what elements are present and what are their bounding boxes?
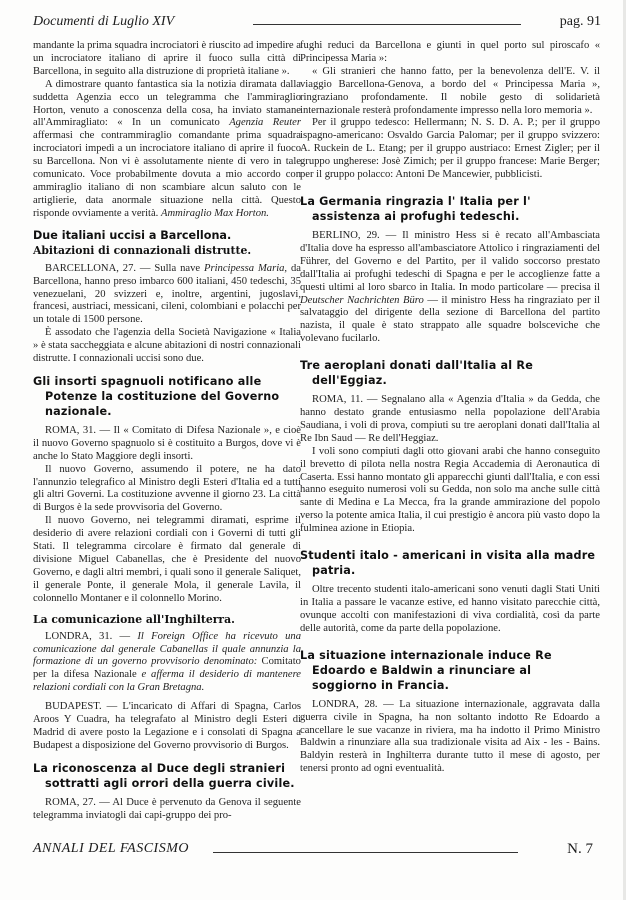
header-rule — [253, 24, 521, 25]
issue-number: N. 7 — [567, 841, 593, 857]
publication-title: ANNALI DEL FASCISMO — [33, 841, 189, 856]
section-heading: La comunicazione all'Inghilterra. — [33, 612, 235, 626]
paragraph: Il nuovo Governo, nei telegrammi diramati, esprime il desiderio di avere relazioni cordiali con i Governi di tutti gli Stati. Il telegramma circolare è firmato dal generale di divisione Miguel Cabanellas, che è Presidente del nuovo Governo, e dagli altri membri, i quali sono il generale Saliquet, il generale Ponte, il generale Mola, il generale Lavila, il colonnello Montaner e il colonnello Morino. — [33, 515, 302, 604]
paragraph: Il nuovo Governo, assumendo il potere, ne ha dato l'annunzio telegrafico al Ministro degli Esteri d'Italia ed a tutti gli altri Governi. La costituzione avvenne il giorno 23. La città di Burgos è la sede provvisoria del Governo. — [33, 463, 301, 514]
paragraph: Per il gruppo tedesco: Hellermann; N. S. D. A. P.; per il gruppo ispagno-americano: Osvaldo Garcia Palomar; per il gruppo svizzero: A. Ruckein de L. Etang; per il gruppo austriaco: Ernest Zigler; per il gruppo ungherese: Josè Zimich; per il gruppo francese: Marie Berger; per il gruppo polacco: Antoni De Mancewier, pubblicisti. — [300, 117, 600, 181]
section-heading: Studenti italo - americani in visita alla madre patria. — [300, 549, 596, 578]
paragraph: BARCELLONA, 27. — Sulla nave Principessa Maria, da Barcellona, hanno preso imbarco 600 italiani, 450 tedeschi, 35 venezuelani, 20 svizzeri e, inoltre, argentini, jugoslavi, francesi, austriaci, messicani, cileni, colombiani e polacchi per un totale di 1500 persone. — [33, 262, 301, 326]
page-footer — [33, 841, 601, 863]
paragraph: LONDRA, 31. — Il Foreign Office ha ricevuto una comunicazione dal generale Cabanellas il quale annunzia la formazione di un governo provvisorio denominato: Comitato per la difesa Nazionale e afferma il desiderio di mantenere relazioni cordiali con la Gran Bretagna. — [33, 630, 301, 694]
paragraph: ROMA, 31. — Il « Comitato di Difesa Nazionale », e cioè il nuovo Governo spagnuolo si è costituito a Burgos, dove vi è anche lo Stato Maggiore degli insorti. — [33, 424, 301, 462]
paragraph: ROMA, 27. — Al Duce è pervenuto da Genova il seguente telegramma inviatogli dai capi-gruppo dei pro- — [33, 796, 301, 821]
paragraph: BUDAPEST. — L'incaricato di Affari di Spagna, Carlos Aroos Y Cuadra, ha telegrafato al Ministro degli Esteri di Madrid di avere posto la Legazione e i consolati di Spagna a Budapest a disposizione del Governo provvisorio di Burgos. — [33, 701, 301, 751]
paragraph: « Gli stranieri che hanno fatto, per la benevolenza dell'E. V. il viaggio Barcellona-Genova, a bordo del « Principessa Maria », ringraziano profondamente. Il nobile gesto di solidarietà internazionale resterà profondamente impresso nella loro memoria ». — [300, 65, 600, 116]
left-column — [33, 40, 301, 823]
paragraph: ROMA, 11. — Segnalano alla « Agenzia d'Italia » da Gedda, che hanno destato grande entusiasmo nella popolazione dell'Arabia Saudiana, i voli di prova, compiuti su tre aeroplani donati dall'Italia al Re Ibn Saud — Re dell'Heggiaz. — [300, 394, 600, 444]
right-column — [300, 40, 600, 776]
paragraph: I voli sono compiuti dagli otto giovani arabi che hanno conseguito il brevetto di pilota nella nostra Regia Accademia di Aeronautica di Caserta. Essi hanno montato gli apparecchi giunti dall'Italia, e con essi hanno eseguito numerosi voli su Gedda, non solo ma anche sulle città sante di Medina e La Mecca, fra la grande ammirazione del popolo verso la potente amica Italia, il cui prestigio è ancora più vasto dopo la fulminea azione in Etiopia. — [300, 445, 600, 535]
paragraph: mandante la prima squadra incrociatori è riuscito ad impedire a un incrociatore italiano di aprire il fuoco sulla città di Barcellona, in seguito alla distruzione di proprietà italiane ». — [33, 40, 301, 77]
paragraph: Oltre trecento studenti italo-americani sono venuti dagli Stati Uniti in Italia a passare le vacanze estive, ed hanno visitato parecchie città, ovunque accolti con manifestazioni di viva cordialità, così da parte delle autorità, come da parte della popolazione. — [300, 584, 600, 634]
running-head — [33, 14, 601, 34]
section-subheading: Abitazioni di connazionali distrutte. — [33, 243, 252, 257]
section-heading: La riconoscenza al Duce degli stranieri sottratti agli orrori della guerra civile. — [33, 761, 295, 790]
paragraph: fughi reduci da Barcellona e giunti in quel porto sul piroscafo « Principessa Maria »: — [300, 40, 600, 64]
paragraph: A dimostrare quanto fantastica sia la notizia diramata dalla suddetta Agenzia ecco un telegramma che l'ammiraglio Horton, venuto a conoscenza della cosa, ha inviato stamane all'Ammiragliato: « In un comunicato Agenzia Reuter affermasi che contrammiraglio comandante prima squadra incrociatori impedì a un incrociatore italiano di aprire il fuoco su Barcellona. Non vi è assolutamente niente di vero in tale comunicato. Voce probabilmente dovuta a mio accordo con ammiraglio italiano di non scambiare alcun saluto con le artiglierie, data anormale situazione nella città. Questo risponde ovviamente a verità. Ammiraglio Max Horton. — [33, 78, 301, 219]
section-heading: La Germania ringrazia l' Italia per l' assistenza ai profughi tedeschi. — [300, 194, 531, 223]
paragraph: LONDRA, 28. — La situazione internazionale, aggravata dalla guerra civile in Spagna, ha non soltanto indotto Re Edoardo a cancellare le sue vacanze in riviera, ma ha indotto il Primo Ministro Baldwin a rinunziare alla sua tradizionale visita ad Aix - les - Bains. Baldyin resterà in Inghilterra durante tutto il mese di agosto, per tenersi pronto ad ogni eventualità. — [300, 698, 600, 775]
section-heading: Gli insorti spagnuoli notificano alle Potenze la costituzione del Governo nazionale. — [33, 374, 280, 418]
paragraph: È assodato che l'agenzia della Società Navigazione « Italia » è stata saccheggiata e alcune abitazioni di nostri connazionali distrutte. I connazionali uccisi sono due. — [33, 327, 301, 365]
page-number: pag. 91 — [559, 14, 601, 29]
paragraph: BERLINO, 29. — Il ministro Hess si è recato all'Ambasciata d'Italia dove ha espresso all'ambasciatore Attolico i ringraziamenti del Führer, del Governo e del Partito, per il valido soccorso prestato dall'Italia ai profughi tedeschi di Spagna e per le accoglienze fatte a questi ultimi al loro sbarco in Italia. In modo particolare — precisa il Deutscher Nachrichten Büro — il ministro Hess ha ringraziato per il salvataggio del dirigente della sezione di Barcellona del partito nazista, il quale è stato strappato alle squadre bolsceviche che volevano fucilarlo. — [300, 229, 601, 345]
section-heading: Due italiani uccisi a Barcellona. — [33, 228, 232, 242]
footer-rule — [213, 852, 518, 853]
section-heading: La situazione internazionale induce Re Edoardo e Baldwin a rinunciare al soggiorno in Francia. — [300, 648, 552, 692]
running-head-title: Documenti di Luglio XIV — [33, 14, 175, 29]
section-heading: Tre aeroplani donati dall'Italia al Re dell'Eggiaz. — [300, 359, 534, 388]
